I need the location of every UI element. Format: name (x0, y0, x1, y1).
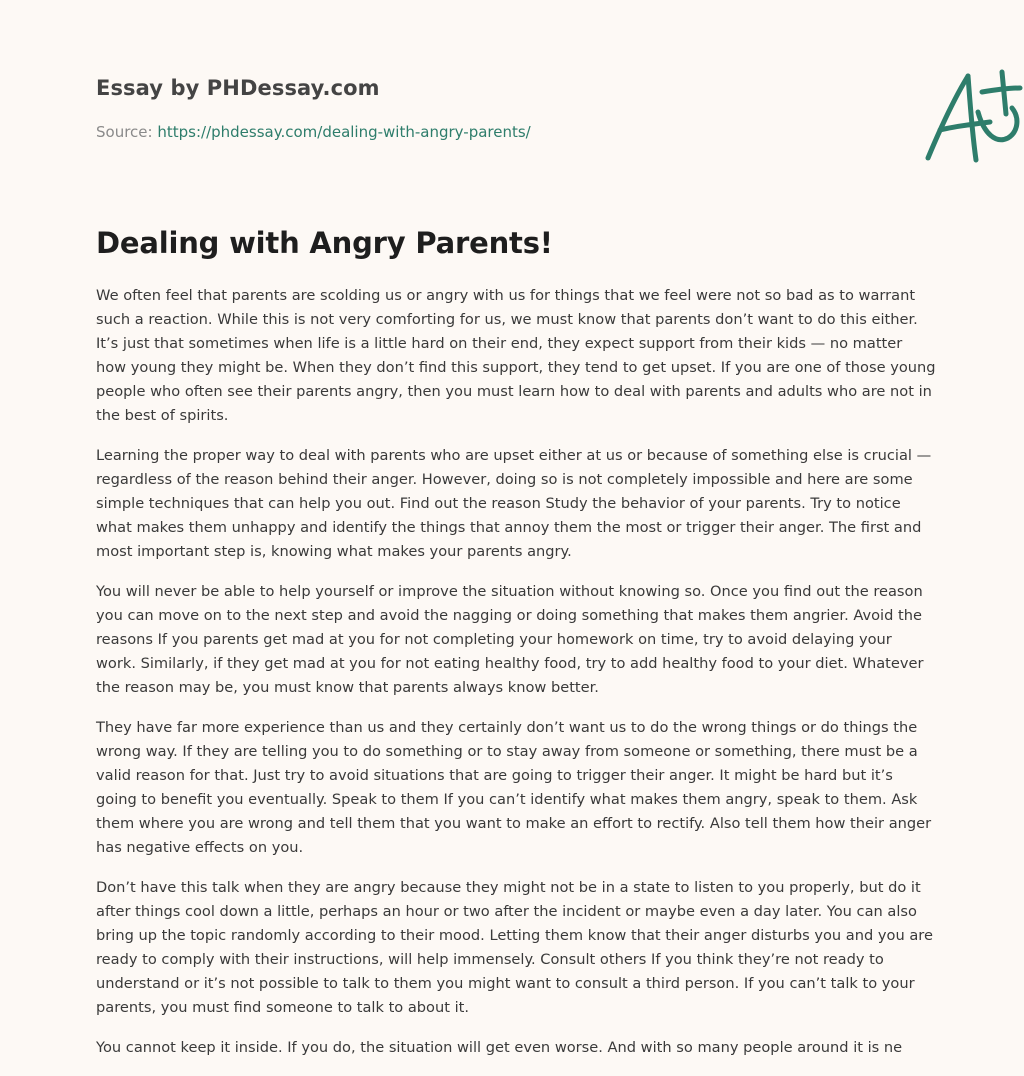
essay-paragraph: You cannot keep it inside. If you do, the situation will get even worse. And with so many people around it is ne (96, 1039, 903, 1056)
essay-paragraph: Don’t have this talk when they are angry because they might not be in a state to listen to you properly, but do it after things cool down a little, perhaps an hour or two after the incident or maybe even a day later. You can also bring up the topic randomly according to their mood. Letting them know that their anger disturbs you and you are ready to comply with their instructions, will help immensely. Consult others If you think they’re not ready to understand or it’s not possible to talk to them you might want to consult a third person. If you can’t talk to your parents, you must find someone to talk to about it. (96, 879, 933, 1016)
a-plus-logo-icon (916, 68, 1024, 164)
essay-paragraph: You will never be able to help yourself or improve the situation without knowing so. Once you find out the reason you can move on to the next step and avoid the nagging or doing something that makes them angrier. Avoid the reasons If you parents get mad at you for not completing your homework on time, try to avoid delaying your work. Similarly, if they get mad at you for not eating healthy food, try to add healthy food to your diet. Whatever the reason may be, you must know that parents always know better. (96, 583, 924, 696)
essay-body (96, 284, 936, 1076)
essay-title: Dealing with Angry Parents! (96, 226, 553, 260)
source-label: Source: (96, 123, 153, 141)
source-line (96, 123, 531, 141)
essay-paragraph: We often feel that parents are scolding us or angry with us for things that we feel were not so bad as to warrant such a reaction. While this is not very comforting for us, we must know that parents don’t want to do this either. It’s just that sometimes when life is a little hard on their end, they expect support from their kids — no matter how young they might be. When they don’t find this support, they tend to get upset. If you are one of those young people who often see their parents angry, then you must learn how to deal with parents and adults who are not in the best of spirits. (96, 287, 936, 424)
essay-paragraph: They have far more experience than us and they certainly don’t want us to do the wrong things or do things the wrong way. If they are telling you to do something or to stay away from someone or something, there must be a valid reason for that. Just try to avoid situations that are going to trigger their anger. It might be hard but it’s going to benefit you eventually. Speak to them If you can’t identify what makes them angry, speak to them. Ask them where you are wrong and tell them that you want to make an effort to rectify. Also tell them how their anger has negative effects on you. (96, 719, 932, 856)
site-title: Essay by PHDessay.com (96, 76, 380, 100)
source-link[interactable]: https://phdessay.com/dealing-with-angry-parents/ (157, 123, 531, 141)
essay-paragraph: Learning the proper way to deal with parents who are upset either at us or because of something else is crucial — regardless of the reason behind their anger. However, doing so is not completely impossible and here are some simple techniques that can help you out. Find out the reason Study the behavior of your parents. Try to notice what makes them unhappy and identify the things that annoy them the most or trigger their anger. The first and most important step is, knowing what makes your parents angry. (96, 447, 932, 560)
